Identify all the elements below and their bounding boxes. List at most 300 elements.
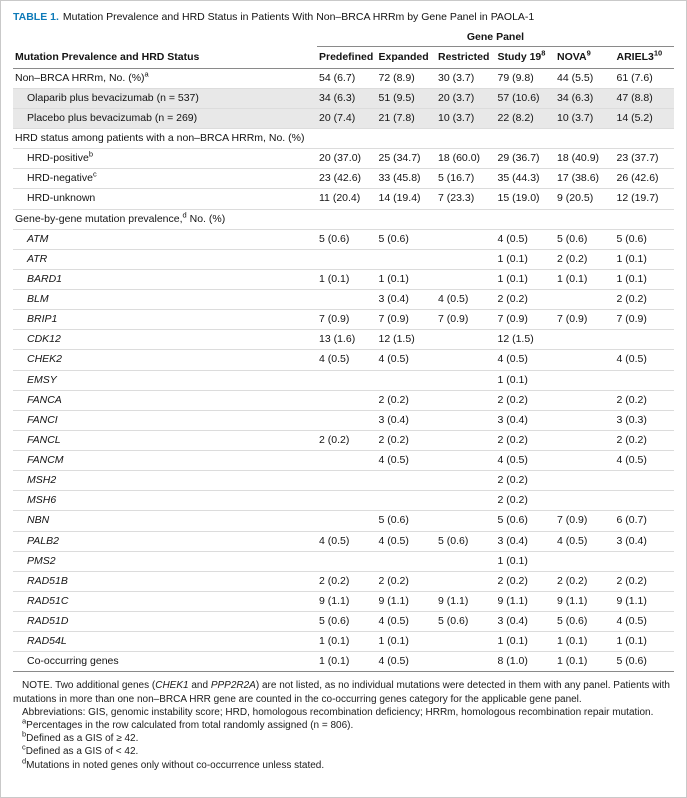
panel-column-header: Restricted xyxy=(436,46,496,68)
value-cell: 4 (0.5) xyxy=(496,350,556,370)
row-label-text: MSH6 xyxy=(27,494,57,507)
value-cell: 1 (0.1) xyxy=(317,632,377,652)
row-label-text: CHEK2 xyxy=(27,353,63,366)
row-label-text: HRD-positive xyxy=(27,152,89,165)
value-cell xyxy=(377,249,437,269)
value-cell: 5 (0.6) xyxy=(555,612,615,632)
value-cell: 4 (0.5) xyxy=(555,531,615,551)
table-row xyxy=(13,330,674,350)
row-label-cell xyxy=(13,471,317,491)
row-label-cell xyxy=(13,88,317,108)
value-cell: 10 (3.7) xyxy=(555,108,615,128)
value-cell: 4 (0.5) xyxy=(377,451,437,471)
table-row xyxy=(13,149,674,169)
value-cell: 7 (0.9) xyxy=(555,511,615,531)
value-cell: 61 (7.6) xyxy=(615,68,675,88)
footnote-marker: c xyxy=(92,169,97,179)
table-row xyxy=(13,632,674,652)
panel-column-header: NOVA$^9$ xyxy=(555,46,615,68)
value-cell: 14 (5.2) xyxy=(615,108,675,128)
footnote-text: Defined as a GIS of < 42. xyxy=(25,746,139,758)
value-cell: 12 (19.7) xyxy=(615,189,675,209)
value-cell xyxy=(317,491,377,511)
value-cell: 20 (7.4) xyxy=(317,108,377,128)
panel-column-header: Predefined xyxy=(317,46,377,68)
value-cell: 4 (0.5) xyxy=(377,612,437,632)
value-cell: 3 (0.4) xyxy=(496,612,556,632)
value-cell xyxy=(436,350,496,370)
value-cell: 1 (0.1) xyxy=(377,269,437,289)
value-cell: 1 (0.1) xyxy=(615,632,675,652)
table-row xyxy=(13,430,674,450)
value-cell: 2 (0.2) xyxy=(615,290,675,310)
value-cell: 9 (1.1) xyxy=(615,591,675,611)
citation-superscript: 9 xyxy=(586,48,591,58)
value-cell xyxy=(555,491,615,511)
panel-column-header: Expanded xyxy=(377,46,437,68)
value-cell xyxy=(436,471,496,491)
value-cell: 12 (1.5) xyxy=(496,330,556,350)
footnote-text: ) are not listed, as no individual mutations were detected in them with any panel. Patients with mutations in more than one non–BRCA HRR gene are counted in the co-occurring genes category for the applicable gene panel. xyxy=(13,680,670,705)
table-body xyxy=(13,68,674,672)
value-cell: 2 (0.2) xyxy=(555,571,615,591)
value-cell: 4 (0.5) xyxy=(377,652,437,672)
row-label-cell xyxy=(13,330,317,350)
column-header-row xyxy=(13,46,674,68)
table-row xyxy=(13,189,674,209)
footnote-text: Defined as a GIS of ≥ 42. xyxy=(26,733,139,745)
table-row xyxy=(13,511,674,531)
value-cell xyxy=(615,551,675,571)
value-cell: 54 (6.7) xyxy=(317,68,377,88)
spanner-spacer xyxy=(13,31,317,47)
value-cell: 26 (42.6) xyxy=(615,169,675,189)
value-cell xyxy=(436,571,496,591)
row-label-cell xyxy=(13,249,317,269)
row-label-text: BLM xyxy=(27,293,49,306)
table-row xyxy=(13,88,674,108)
value-cell: 35 (44.3) xyxy=(496,169,556,189)
value-cell xyxy=(436,269,496,289)
value-cell xyxy=(317,551,377,571)
section-header-row xyxy=(13,129,674,149)
value-cell: 72 (8.9) xyxy=(377,68,437,88)
value-cell: 9 (1.1) xyxy=(555,591,615,611)
value-cell: 4 (0.5) xyxy=(615,612,675,632)
value-cell: 15 (19.0) xyxy=(496,189,556,209)
value-cell: 5 (0.6) xyxy=(615,229,675,249)
value-cell xyxy=(436,330,496,350)
value-cell: 18 (40.9) xyxy=(555,149,615,169)
value-cell xyxy=(317,390,377,410)
value-cell xyxy=(436,451,496,471)
value-cell: 2 (0.2) xyxy=(615,571,675,591)
value-cell: 2 (0.2) xyxy=(615,390,675,410)
value-cell: 4 (0.5) xyxy=(377,350,437,370)
value-cell: 23 (37.7) xyxy=(615,149,675,169)
row-label-cell xyxy=(13,290,317,310)
row-label-text: FANCA xyxy=(27,393,62,406)
table-row xyxy=(13,249,674,269)
citation-superscript: 8 xyxy=(541,48,546,58)
value-cell: 13 (1.6) xyxy=(317,330,377,350)
row-label-cell xyxy=(13,108,317,128)
value-cell: 4 (0.5) xyxy=(317,350,377,370)
value-cell: 17 (38.6) xyxy=(555,169,615,189)
value-cell xyxy=(555,471,615,491)
row-label-cell xyxy=(13,430,317,450)
value-cell: 7 (23.3) xyxy=(436,189,496,209)
value-cell: 9 (1.1) xyxy=(317,591,377,611)
footnote-marker: b xyxy=(88,149,94,159)
value-cell: 3 (0.4) xyxy=(377,410,437,430)
value-cell: 2 (0.2) xyxy=(496,471,556,491)
value-cell: 1 (0.1) xyxy=(317,269,377,289)
row-label-text: RAD51D xyxy=(27,615,69,628)
value-cell xyxy=(615,330,675,350)
row-label-text: HRD-unknown xyxy=(27,192,96,205)
row-label-text: Placebo plus bevacizumab (n = 269) xyxy=(27,111,198,124)
row-label-text: EMSY xyxy=(27,373,57,386)
value-cell: 5 (0.6) xyxy=(436,531,496,551)
value-cell: 2 (0.2) xyxy=(496,290,556,310)
row-label-text: Co-occurring genes xyxy=(27,655,119,668)
stub-column-header: Mutation Prevalence and HRD Status xyxy=(13,46,317,68)
citation-superscript: 10 xyxy=(653,48,663,58)
table-title xyxy=(13,11,674,25)
value-cell: 9 (1.1) xyxy=(436,591,496,611)
footnote-marker: a xyxy=(144,69,149,79)
value-cell xyxy=(317,471,377,491)
row-label-text: CDK12 xyxy=(27,333,61,346)
value-cell xyxy=(436,652,496,672)
row-label-cell: Gene-by-gene mutation prevalence,$^d$ No. (%) xyxy=(13,209,674,229)
value-cell xyxy=(317,451,377,471)
value-cell xyxy=(555,370,615,390)
value-cell: 1 (0.1) xyxy=(496,551,556,571)
value-cell xyxy=(615,491,675,511)
value-cell: 5 (0.6) xyxy=(615,652,675,672)
value-cell: 2 (0.2) xyxy=(317,571,377,591)
value-cell: 3 (0.3) xyxy=(615,410,675,430)
value-cell: 1 (0.1) xyxy=(496,269,556,289)
value-cell xyxy=(377,491,437,511)
value-cell: 2 (0.2) xyxy=(496,491,556,511)
gene-panel-group-header: Gene Panel xyxy=(317,31,674,47)
value-cell: 20 (3.7) xyxy=(436,88,496,108)
row-label-text: FANCL xyxy=(27,433,61,446)
value-cell xyxy=(436,491,496,511)
row-label-cell xyxy=(13,491,317,511)
footnote-text: Mutations in noted genes only without co-occurrence unless stated. xyxy=(26,759,325,771)
row-label-cell xyxy=(13,169,317,189)
value-cell: 3 (0.4) xyxy=(496,531,556,551)
value-cell xyxy=(377,471,437,491)
row-label-text: PALB2 xyxy=(27,534,59,547)
value-cell: 7 (0.9) xyxy=(436,310,496,330)
value-cell: 20 (37.0) xyxy=(317,149,377,169)
row-label-cell xyxy=(13,591,317,611)
table-row xyxy=(13,370,674,390)
table-row xyxy=(13,531,674,551)
value-cell: 1 (0.1) xyxy=(496,370,556,390)
value-cell: 6 (0.7) xyxy=(615,511,675,531)
table-footnotes xyxy=(13,679,674,771)
value-cell xyxy=(436,229,496,249)
table-row xyxy=(13,471,674,491)
value-cell: 5 (0.6) xyxy=(317,612,377,632)
row-label-text: HRD-negative xyxy=(27,172,93,185)
table-row xyxy=(13,451,674,471)
value-cell: 4 (0.5) xyxy=(377,531,437,551)
table-row xyxy=(13,571,674,591)
table-row xyxy=(13,108,674,128)
value-cell: 2 (0.2) xyxy=(555,249,615,269)
table-row xyxy=(13,551,674,571)
row-label-text: MSH2 xyxy=(27,474,57,487)
value-cell xyxy=(317,370,377,390)
value-cell: 5 (0.6) xyxy=(555,229,615,249)
row-label-text: RAD51B xyxy=(27,574,68,587)
value-cell: 1 (0.1) xyxy=(615,249,675,269)
value-cell xyxy=(436,430,496,450)
value-cell xyxy=(317,249,377,269)
value-cell: 12 (1.5) xyxy=(377,330,437,350)
row-label-cell xyxy=(13,511,317,531)
value-cell: 5 (0.6) xyxy=(436,612,496,632)
value-cell: 44 (5.5) xyxy=(555,68,615,88)
row-label-cell xyxy=(13,410,317,430)
value-cell: 79 (9.8) xyxy=(496,68,556,88)
row-label-cell xyxy=(13,269,317,289)
row-label-text: BRIP1 xyxy=(27,313,58,326)
footnote xyxy=(13,706,674,719)
row-label-text: RAD54L xyxy=(27,635,67,648)
value-cell xyxy=(555,451,615,471)
value-cell xyxy=(377,551,437,571)
value-cell xyxy=(377,370,437,390)
value-cell: 10 (3.7) xyxy=(436,108,496,128)
value-cell: 2 (0.2) xyxy=(377,571,437,591)
value-cell: 5 (0.6) xyxy=(377,511,437,531)
row-label-cell xyxy=(13,350,317,370)
value-cell: 51 (9.5) xyxy=(377,88,437,108)
footnote-text: Abbreviations: GIS, genomic instability score; HRD, homologous recombination deficiency; HRRm, homologous recombination repair mutation. xyxy=(22,706,654,718)
value-cell: 9 (1.1) xyxy=(496,591,556,611)
value-cell: 3 (0.4) xyxy=(615,531,675,551)
table-row xyxy=(13,310,674,330)
value-cell xyxy=(555,390,615,410)
value-cell: 11 (20.4) xyxy=(317,189,377,209)
value-cell xyxy=(555,551,615,571)
row-label-text: Non–BRCA HRRm, No. (%) xyxy=(15,71,145,84)
value-cell: 4 (0.5) xyxy=(436,290,496,310)
value-cell: 4 (0.5) xyxy=(317,531,377,551)
row-label-cell xyxy=(13,551,317,571)
row-label-text: Gene-by-gene mutation prevalence, xyxy=(15,212,183,225)
row-label-text: RAD51C xyxy=(27,594,69,607)
value-cell: 7 (0.9) xyxy=(377,310,437,330)
panel-column-header: Study $19^8$ xyxy=(496,46,556,68)
row-label-cell xyxy=(13,632,317,652)
value-cell: 9 (1.1) xyxy=(377,591,437,611)
value-cell: 2 (0.2) xyxy=(496,571,556,591)
table-row xyxy=(13,229,674,249)
row-label-text: HRD status among patients with a non–BRCA HRRm, No. (%) xyxy=(15,132,305,145)
footnote-text: NOTE. Two additional genes ( xyxy=(22,680,156,692)
row-label-text: NBN xyxy=(27,514,50,527)
value-cell xyxy=(555,350,615,370)
value-cell: 1 (0.1) xyxy=(615,269,675,289)
value-cell: 57 (10.6) xyxy=(496,88,556,108)
gene-panel-spanner-row xyxy=(13,31,674,47)
value-cell: 30 (3.7) xyxy=(436,68,496,88)
value-cell: 4 (0.5) xyxy=(496,229,556,249)
table-number-label: TABLE 1. xyxy=(13,11,59,23)
value-cell: 3 (0.4) xyxy=(377,290,437,310)
footnote-marker: a xyxy=(22,716,27,726)
row-label-text: Olaparib plus bevacizumab (n = 537) xyxy=(27,91,199,104)
value-cell xyxy=(436,249,496,269)
footnote-marker: b xyxy=(22,729,27,739)
value-cell: 7 (0.9) xyxy=(555,310,615,330)
mutation-prevalence-table xyxy=(13,31,674,673)
footnote xyxy=(13,756,674,772)
table-row xyxy=(13,290,674,310)
row-label-cell xyxy=(13,571,317,591)
row-label-cell xyxy=(13,451,317,471)
value-cell xyxy=(436,551,496,571)
value-cell: 1 (0.1) xyxy=(555,269,615,289)
value-cell xyxy=(317,410,377,430)
value-cell: 9 (20.5) xyxy=(555,189,615,209)
row-label-cell xyxy=(13,68,317,88)
row-label-cell xyxy=(13,370,317,390)
value-cell: 2 (0.2) xyxy=(496,430,556,450)
value-cell: 33 (45.8) xyxy=(377,169,437,189)
footnote xyxy=(13,729,674,745)
value-cell: 7 (0.9) xyxy=(615,310,675,330)
value-cell xyxy=(436,390,496,410)
value-cell: 2 (0.2) xyxy=(317,430,377,450)
row-label-cell xyxy=(13,189,317,209)
value-cell: 5 (0.6) xyxy=(496,511,556,531)
value-cell: 3 (0.4) xyxy=(496,410,556,430)
value-cell: 1 (0.1) xyxy=(555,652,615,672)
value-cell: 4 (0.5) xyxy=(615,350,675,370)
section-header-row xyxy=(13,209,674,229)
value-cell: 8 (1.0) xyxy=(496,652,556,672)
value-cell: 1 (0.1) xyxy=(496,249,556,269)
table-row xyxy=(13,68,674,88)
value-cell: 1 (0.1) xyxy=(317,652,377,672)
table-caption: Mutation Prevalence and HRD Status in Patients With Non–BRCA HRRm by Gene Panel in PAOLA-1 xyxy=(62,11,535,23)
value-cell: 1 (0.1) xyxy=(496,632,556,652)
value-cell xyxy=(555,430,615,450)
table-row xyxy=(13,169,674,189)
row-label-cell xyxy=(13,531,317,551)
footnote-text: PPP2R2A xyxy=(210,680,256,692)
footnote xyxy=(13,716,674,732)
value-cell xyxy=(615,471,675,491)
table-row xyxy=(13,491,674,511)
row-label-text: ATM xyxy=(27,232,49,245)
value-cell: 4 (0.5) xyxy=(496,451,556,471)
row-label-cell xyxy=(13,652,317,672)
value-cell: 29 (36.7) xyxy=(496,149,556,169)
panel-column-header: $ARIEL3^{10}$ xyxy=(615,46,675,68)
footnote-marker: c xyxy=(22,743,26,752)
footnote xyxy=(13,679,674,705)
row-label-cell xyxy=(13,129,674,149)
value-cell: 7 (0.9) xyxy=(317,310,377,330)
table-row xyxy=(13,350,674,370)
value-cell: 14 (19.4) xyxy=(377,189,437,209)
value-cell: 22 (8.2) xyxy=(496,108,556,128)
footnote xyxy=(13,745,674,758)
table-row xyxy=(13,410,674,430)
value-cell: 18 (60.0) xyxy=(436,149,496,169)
row-label-cell xyxy=(13,310,317,330)
value-cell xyxy=(436,632,496,652)
row-label-cell xyxy=(13,390,317,410)
value-cell: 34 (6.3) xyxy=(317,88,377,108)
value-cell xyxy=(555,330,615,350)
value-cell: 4 (0.5) xyxy=(615,451,675,471)
row-label-text: FANCI xyxy=(27,413,58,426)
value-cell xyxy=(436,511,496,531)
row-label-cell xyxy=(13,149,317,169)
row-label-text: PMS2 xyxy=(27,554,56,567)
value-cell: 1 (0.1) xyxy=(377,632,437,652)
table-row xyxy=(13,390,674,410)
value-cell: 2 (0.2) xyxy=(377,390,437,410)
table-row xyxy=(13,269,674,289)
row-label-text: FANCM xyxy=(27,454,64,467)
value-cell: 2 (0.2) xyxy=(496,390,556,410)
value-cell: 25 (34.7) xyxy=(377,149,437,169)
value-cell: 23 (42.6) xyxy=(317,169,377,189)
value-cell xyxy=(555,410,615,430)
value-cell: 34 (6.3) xyxy=(555,88,615,108)
table-row xyxy=(13,652,674,672)
row-label-cell xyxy=(13,229,317,249)
footnote-text: and xyxy=(188,680,211,692)
footnote-text: Percentages in the row calculated from total randomly assigned (n = 806). xyxy=(26,719,354,731)
value-cell xyxy=(317,290,377,310)
value-cell: 21 (7.8) xyxy=(377,108,437,128)
table-row xyxy=(13,591,674,611)
row-label-cell xyxy=(13,612,317,632)
row-label-text: BARD1 xyxy=(27,272,63,285)
table-row xyxy=(13,612,674,632)
row-label-text: ATR xyxy=(27,252,48,265)
value-cell: 5 (0.6) xyxy=(377,229,437,249)
value-cell: 2 (0.2) xyxy=(377,430,437,450)
value-cell: 2 (0.2) xyxy=(615,430,675,450)
value-cell: 7 (0.9) xyxy=(496,310,556,330)
value-cell xyxy=(436,370,496,390)
value-cell xyxy=(615,370,675,390)
value-cell xyxy=(436,410,496,430)
value-cell: 5 (16.7) xyxy=(436,169,496,189)
footnote-marker: d xyxy=(182,210,187,220)
value-cell: 5 (0.6) xyxy=(317,229,377,249)
footnote-text: CHEK1 xyxy=(155,680,189,692)
value-cell: 47 (8.8) xyxy=(615,88,675,108)
value-cell xyxy=(555,290,615,310)
value-cell xyxy=(317,511,377,531)
